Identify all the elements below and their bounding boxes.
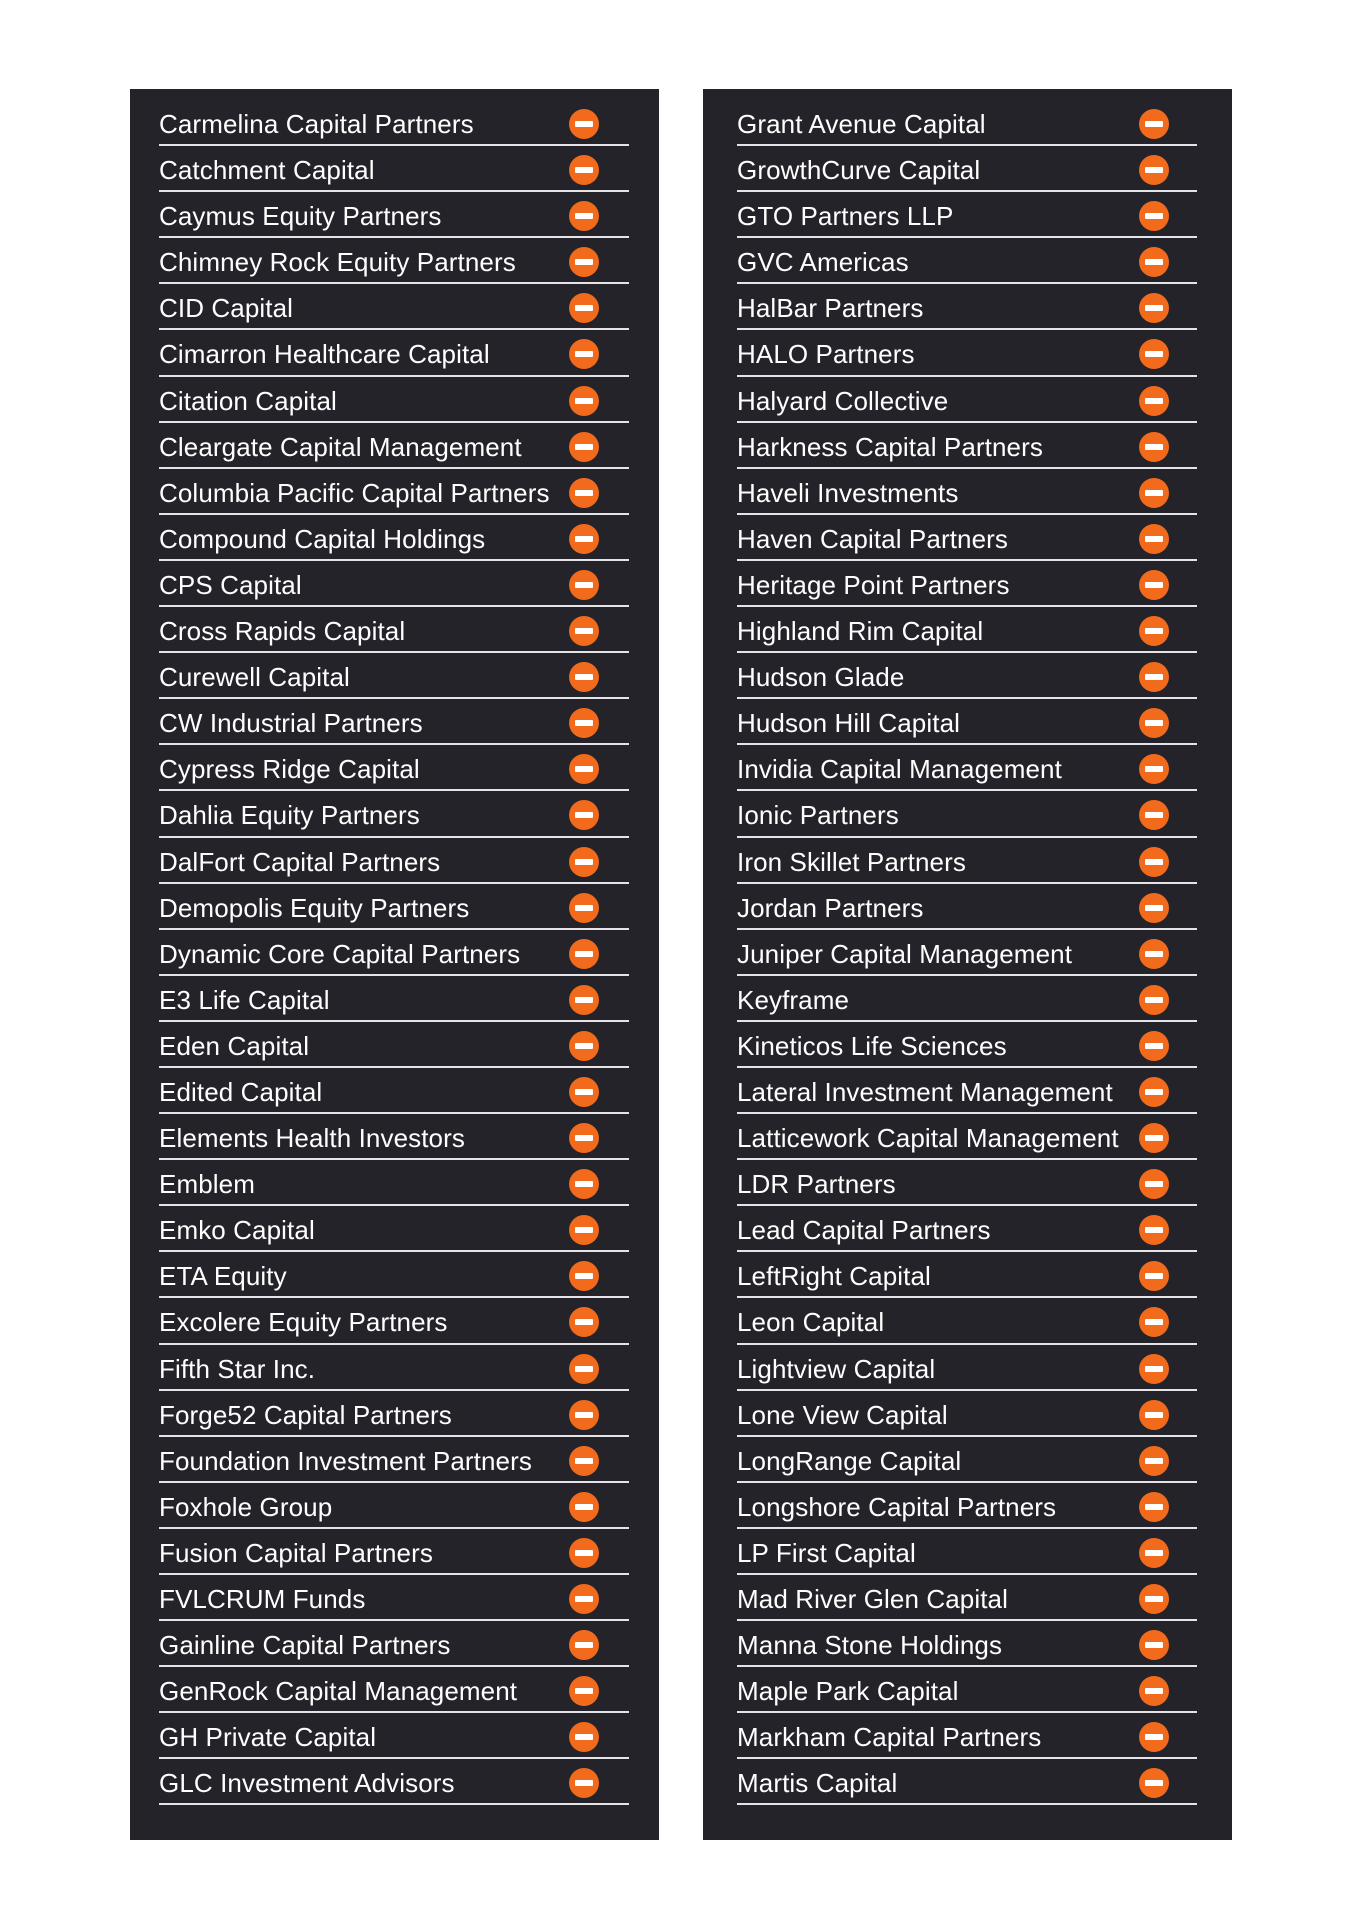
minus-circle-icon[interactable]: [1139, 201, 1169, 231]
minus-circle-icon[interactable]: [569, 1538, 599, 1568]
firm-name: Highland Rim Capital: [737, 616, 984, 647]
firm-name: Iron Skillet Partners: [737, 846, 966, 877]
minus-circle-icon[interactable]: [1139, 524, 1169, 554]
firm-row: [737, 1022, 1197, 1068]
firm-row: [737, 1114, 1197, 1160]
firm-name: Foundation Investment Partners: [159, 1445, 532, 1476]
firm-name: HalBar Partners: [737, 293, 924, 324]
firm-row: [159, 1713, 629, 1759]
minus-circle-icon[interactable]: [569, 985, 599, 1015]
firm-row: [737, 1068, 1197, 1114]
firm-name: CID Capital: [159, 293, 294, 324]
firm-name: GLC Investment Advisors: [159, 1768, 455, 1799]
firm-name: Halyard Collective: [737, 385, 949, 416]
minus-circle-icon[interactable]: [569, 708, 599, 738]
firm-name: Martis Capital: [737, 1768, 898, 1799]
firm-name: Columbia Pacific Capital Partners: [159, 477, 550, 508]
firm-name: Hudson Glade: [737, 662, 905, 693]
minus-circle-icon[interactable]: [1139, 293, 1169, 323]
minus-circle-icon[interactable]: [1139, 339, 1169, 369]
firm-row: [159, 607, 629, 653]
firm-row: [159, 377, 629, 423]
firm-row: [737, 1437, 1197, 1483]
minus-circle-icon[interactable]: [1139, 1307, 1169, 1337]
minus-circle-icon[interactable]: [569, 432, 599, 462]
firm-name: Latticework Capital Management: [737, 1123, 1119, 1154]
minus-circle-icon[interactable]: [1139, 432, 1169, 462]
minus-circle-icon[interactable]: [1139, 754, 1169, 784]
firm-name: GenRock Capital Management: [159, 1676, 518, 1707]
minus-circle-icon[interactable]: [1139, 1584, 1169, 1614]
firm-name: HALO Partners: [737, 339, 915, 370]
firm-name: Emblem: [159, 1169, 255, 1200]
firm-row: [737, 1160, 1197, 1206]
minus-circle-icon[interactable]: [1139, 616, 1169, 646]
firm-name: Longshore Capital Partners: [737, 1491, 1057, 1522]
firm-row: [737, 284, 1197, 330]
minus-circle-icon[interactable]: [1139, 800, 1169, 830]
firm-name: Excolere Equity Partners: [159, 1307, 448, 1338]
firm-row: [159, 284, 629, 330]
firm-name: Forge52 Capital Partners: [159, 1399, 452, 1430]
firm-name: Fusion Capital Partners: [159, 1537, 433, 1568]
firm-row: [159, 146, 629, 192]
minus-circle-icon[interactable]: [1139, 847, 1169, 877]
firm-row: [737, 469, 1197, 515]
firm-name: Leon Capital: [737, 1307, 885, 1338]
firm-name: Cypress Ridge Capital: [159, 754, 420, 785]
minus-circle-icon[interactable]: [1139, 1768, 1169, 1798]
minus-circle-icon[interactable]: [569, 1261, 599, 1291]
minus-circle-icon[interactable]: [1139, 1400, 1169, 1430]
firm-row: [737, 1252, 1197, 1298]
firm-row: [737, 1667, 1197, 1713]
minus-circle-icon[interactable]: [1139, 478, 1169, 508]
minus-circle-icon[interactable]: [1139, 1123, 1169, 1153]
firm-row: [159, 515, 629, 561]
minus-circle-icon[interactable]: [1139, 570, 1169, 600]
firm-row: [159, 791, 629, 837]
minus-circle-icon[interactable]: [569, 478, 599, 508]
minus-circle-icon[interactable]: [569, 524, 599, 554]
firm-row: [159, 469, 629, 515]
firm-name: Mad River Glen Capital: [737, 1584, 1008, 1614]
firm-name: Lateral Investment Management: [737, 1076, 1113, 1107]
minus-circle-icon[interactable]: [569, 1584, 599, 1614]
firm-row: [159, 561, 629, 607]
firm-name: Grant Avenue Capital: [737, 109, 986, 139]
firm-name: Keyframe: [737, 984, 850, 1015]
minus-circle-icon[interactable]: [569, 386, 599, 416]
minus-circle-icon[interactable]: [569, 201, 599, 231]
minus-circle-icon[interactable]: [569, 847, 599, 877]
minus-circle-icon[interactable]: [1139, 386, 1169, 416]
firm-row: [737, 146, 1197, 192]
firm-row: [159, 930, 629, 976]
firm-row: [159, 699, 629, 745]
firm-name: Cross Rapids Capital: [159, 616, 406, 647]
minus-circle-icon[interactable]: [1139, 1538, 1169, 1568]
firm-name: Jordan Partners: [737, 892, 924, 923]
firm-name: Edited Capital: [159, 1076, 323, 1107]
firm-row: [737, 238, 1197, 284]
firm-name: GH Private Capital: [159, 1722, 377, 1753]
firm-row: [159, 1529, 629, 1575]
firm-row: [159, 1022, 629, 1068]
minus-circle-icon[interactable]: [1139, 1215, 1169, 1245]
minus-circle-icon[interactable]: [569, 1123, 599, 1153]
firm-row: [737, 1575, 1197, 1621]
firm-row: [159, 884, 629, 930]
firm-row: [737, 515, 1197, 561]
firm-row: [737, 1713, 1197, 1759]
firm-name: LeftRight Capital: [737, 1261, 931, 1292]
firm-row: [159, 1298, 629, 1344]
minus-circle-icon[interactable]: [569, 1722, 599, 1752]
firm-row: [737, 976, 1197, 1022]
minus-circle-icon[interactable]: [1139, 1169, 1169, 1199]
firm-name: Kineticos Life Sciences: [737, 1030, 1007, 1061]
minus-circle-icon[interactable]: [569, 1169, 599, 1199]
firm-name: Demopolis Equity Partners: [159, 892, 470, 923]
firm-row: [159, 1667, 629, 1713]
firm-name: Haveli Investments: [737, 477, 959, 508]
minus-circle-icon[interactable]: [569, 155, 599, 185]
firm-row: [737, 192, 1197, 238]
firm-name: Hudson Hill Capital: [737, 708, 961, 739]
firm-row: [159, 1068, 629, 1114]
firm-row: [737, 1529, 1197, 1575]
firm-row: [737, 100, 1197, 146]
minus-circle-icon[interactable]: [569, 1031, 599, 1061]
firm-row: [737, 377, 1197, 423]
minus-circle-icon[interactable]: [569, 1446, 599, 1476]
firm-name: LongRange Capital: [737, 1445, 962, 1476]
right-firm-list-panel: [703, 89, 1232, 1840]
minus-circle-icon[interactable]: [569, 939, 599, 969]
firm-name: Heritage Point Partners: [737, 569, 1010, 600]
firm-name: ETA Equity: [159, 1261, 287, 1292]
firm-name: GTO Partners LLP: [737, 201, 954, 232]
firm-name: CW Industrial Partners: [159, 708, 423, 739]
firm-row: [737, 1206, 1197, 1252]
firm-row: [737, 423, 1197, 469]
minus-circle-icon[interactable]: [1139, 1446, 1169, 1476]
firm-name: Foxhole Group: [159, 1491, 333, 1522]
firm-row: [159, 1575, 629, 1621]
minus-circle-icon[interactable]: [569, 1215, 599, 1245]
firm-name: Ionic Partners: [737, 800, 899, 831]
firm-name: LP First Capital: [737, 1537, 916, 1568]
firm-name: Lead Capital Partners: [737, 1215, 991, 1246]
firm-name: Eden Capital: [159, 1030, 310, 1061]
firm-row: [159, 1621, 629, 1667]
minus-circle-icon[interactable]: [1139, 1354, 1169, 1384]
firm-name: Cleargate Capital Management: [159, 431, 522, 462]
firm-name: FVLCRUM Funds: [159, 1584, 366, 1614]
firm-row: [159, 330, 629, 376]
firm-name: Catchment Capital: [159, 155, 375, 186]
minus-circle-icon[interactable]: [1139, 662, 1169, 692]
firm-name: Citation Capital: [159, 385, 337, 416]
firm-name: GVC Americas: [737, 247, 909, 278]
firm-name: LDR Partners: [737, 1169, 896, 1200]
firm-row: [159, 100, 629, 146]
minus-circle-icon[interactable]: [1139, 985, 1169, 1015]
firm-row: [737, 653, 1197, 699]
minus-circle-icon[interactable]: [569, 662, 599, 692]
firm-name: Caymus Equity Partners: [159, 201, 442, 232]
firm-row: [159, 1437, 629, 1483]
firm-name: Compound Capital Holdings: [159, 523, 486, 554]
firm-row: [159, 976, 629, 1022]
minus-circle-icon[interactable]: [1139, 893, 1169, 923]
minus-circle-icon[interactable]: [569, 1354, 599, 1384]
firm-row: [737, 884, 1197, 930]
firm-row: [159, 192, 629, 238]
minus-circle-icon[interactable]: [1139, 1261, 1169, 1291]
firm-name: Juniper Capital Management: [737, 938, 1073, 969]
firm-name: Invidia Capital Management: [737, 754, 1062, 785]
firm-name: GrowthCurve Capital: [737, 155, 981, 186]
firm-name: DalFort Capital Partners: [159, 846, 441, 877]
firm-row: [737, 561, 1197, 607]
minus-circle-icon[interactable]: [1139, 155, 1169, 185]
firm-row: [737, 1345, 1197, 1391]
minus-circle-icon[interactable]: [1139, 1492, 1169, 1522]
minus-circle-icon[interactable]: [1139, 708, 1169, 738]
firm-name: Chimney Rock Equity Partners: [159, 247, 516, 278]
firm-row: [159, 1483, 629, 1529]
firm-row: [737, 330, 1197, 376]
minus-circle-icon[interactable]: [569, 1492, 599, 1522]
firm-row: [159, 745, 629, 791]
minus-circle-icon[interactable]: [569, 800, 599, 830]
firm-row: [159, 1206, 629, 1252]
firm-name: Markham Capital Partners: [737, 1722, 1042, 1753]
firm-name: Lone View Capital: [737, 1399, 948, 1430]
firm-row: [737, 791, 1197, 837]
minus-circle-icon[interactable]: [1139, 1077, 1169, 1107]
minus-circle-icon[interactable]: [569, 893, 599, 923]
firm-row: [159, 1114, 629, 1160]
firm-row: [737, 1759, 1197, 1805]
minus-circle-icon[interactable]: [569, 109, 599, 139]
firm-name: Harkness Capital Partners: [737, 431, 1043, 462]
firm-name: Emko Capital: [159, 1215, 315, 1246]
minus-circle-icon[interactable]: [569, 293, 599, 323]
minus-circle-icon[interactable]: [1139, 247, 1169, 277]
minus-circle-icon[interactable]: [569, 754, 599, 784]
minus-circle-icon[interactable]: [569, 1077, 599, 1107]
firm-row: [159, 238, 629, 284]
minus-circle-icon[interactable]: [1139, 939, 1169, 969]
firm-name: Gainline Capital Partners: [159, 1630, 451, 1661]
minus-circle-icon[interactable]: [569, 1307, 599, 1337]
firm-name: CPS Capital: [159, 569, 302, 600]
firm-name: Fifth Star Inc.: [159, 1353, 316, 1384]
left-firm-list: [159, 100, 629, 1805]
minus-circle-icon[interactable]: [569, 1676, 599, 1706]
minus-circle-icon[interactable]: [1139, 1031, 1169, 1061]
firm-row: [737, 607, 1197, 653]
right-firm-list: [737, 100, 1197, 1805]
minus-circle-icon[interactable]: [569, 1768, 599, 1798]
minus-circle-icon[interactable]: [1139, 1630, 1169, 1660]
firm-name: Dahlia Equity Partners: [159, 800, 420, 831]
minus-circle-icon[interactable]: [1139, 1722, 1169, 1752]
minus-circle-icon[interactable]: [569, 1630, 599, 1660]
minus-circle-icon[interactable]: [1139, 1676, 1169, 1706]
firm-name: Carmelina Capital Partners: [159, 109, 474, 139]
firm-row: [737, 930, 1197, 976]
firm-row: [737, 699, 1197, 745]
firm-row: [159, 1345, 629, 1391]
firm-row: [159, 653, 629, 699]
firm-row: [159, 423, 629, 469]
firm-name: Elements Health Investors: [159, 1123, 465, 1154]
firm-name: Haven Capital Partners: [737, 523, 1008, 554]
firm-row: [159, 1759, 629, 1805]
firm-row: [737, 838, 1197, 884]
firm-name: E3 Life Capital: [159, 984, 330, 1015]
firm-row: [737, 1483, 1197, 1529]
firm-row: [737, 1298, 1197, 1344]
left-firm-list-panel: [130, 89, 659, 1840]
minus-circle-icon[interactable]: [1139, 109, 1169, 139]
firm-name: Curewell Capital: [159, 662, 350, 693]
firm-name: Cimarron Healthcare Capital: [159, 339, 490, 370]
firm-row: [737, 745, 1197, 791]
minus-circle-icon[interactable]: [569, 616, 599, 646]
firm-row: [159, 1391, 629, 1437]
firm-row: [159, 838, 629, 884]
firm-row: [737, 1391, 1197, 1437]
firm-row: [737, 1621, 1197, 1667]
minus-circle-icon[interactable]: [569, 1400, 599, 1430]
minus-circle-icon[interactable]: [569, 247, 599, 277]
firm-row: [159, 1252, 629, 1298]
firm-row: [159, 1160, 629, 1206]
firm-name: Lightview Capital: [737, 1353, 936, 1384]
minus-circle-icon[interactable]: [569, 339, 599, 369]
firm-name: Manna Stone Holdings: [737, 1630, 1003, 1661]
firm-name: Maple Park Capital: [737, 1676, 959, 1707]
minus-circle-icon[interactable]: [569, 570, 599, 600]
firm-name: Dynamic Core Capital Partners: [159, 938, 521, 969]
